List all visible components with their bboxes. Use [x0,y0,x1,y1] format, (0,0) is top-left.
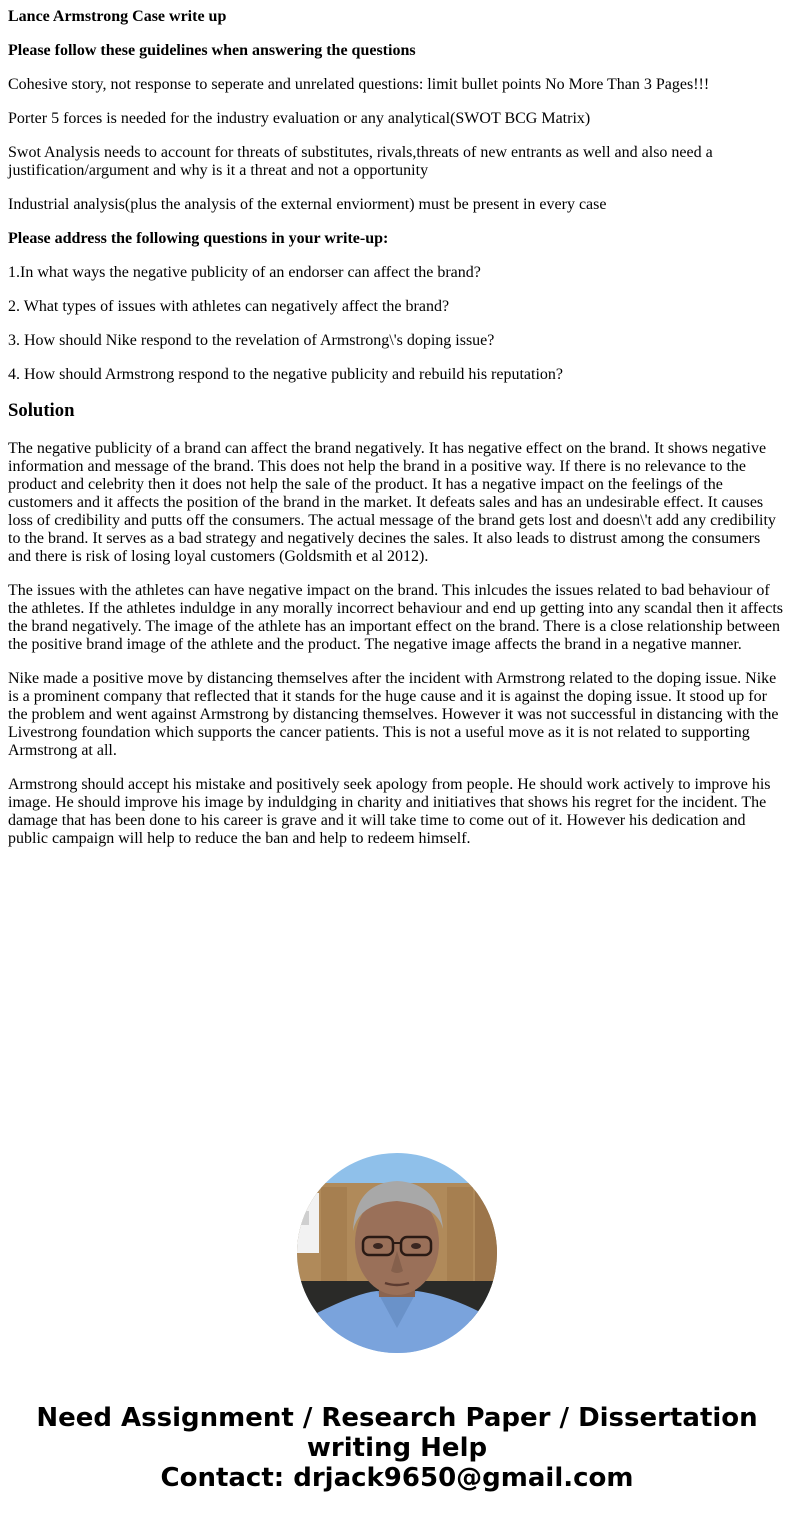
person-portrait-icon [297,1153,497,1353]
question-item: 4. How should Armstrong respond to the negative publicity and rebuild his reputation? [8,366,564,383]
guideline-item: Cohesive story, not response to seperate and unrelated questions: limit bullet points No More Than 3 Pages!!! [8,76,710,93]
banner-line-2: writing Help [306,1433,488,1463]
guidelines-heading: Please follow these guidelines when answering the questions [8,42,416,59]
solution-paragraph: The issues with the athletes can have negative impact on the brand. This inlcudes the issues related to bad behaviour of the athletes. If the athletes induldge in any morally incorrect behaviour and end up getting into any scandal then it affects the brand negatively. The image of the athlete has an important effect on the brand. There is a close relationship between the positive brand image of the athlete and the product. The negative image affects the brand in a negative manner. [8,582,784,653]
solution-paragraph: Armstrong should accept his mistake and positively seek apology from people. He should work actively to improve his image. He should improve his image by induldging in charity and initiatives that shows his regret for the incident. The damage that has been done to his career is grave and it will take time to come out of it. However his dedication and public campaign will help to reduce the ban and help to redeem himself. [8,776,771,847]
question-item: 3. How should Nike respond to the revelation of Armstrong\'s doping issue? [8,332,495,349]
guideline-item: Industrial analysis(plus the analysis of the external enviorment) must be present in every case [8,196,607,213]
solution-paragraph: The negative publicity of a brand can affect the brand negatively. It has negative effect on the brand. It shows negative information and message of the brand. This does not help the brand in a positive way. If there is no relevance to the product and celebrity then it does not help the sale of the product. It has a negative impact on the feelings of the customers and it affects the position of the brand in the market. It defeats sales and has an undesirable effect. It causes loss of credibility and putts off the consumers. The actual message of the brand gets lost and doesn\'t add any credibility to the brand. It serves as a bad strategy and negatively decines the sales. It also leads to distrust among the consumers and there is risk of losing loyal customers (Goldsmith et al 2012). [8,440,776,565]
guideline-item: Swot Analysis needs to account for threats of substitutes, rivals,threats of new entrants as well and also need a justification/argument and why is it a threat and not a opportunity [8,144,713,179]
guideline-item: Porter 5 forces is needed for the industry evaluation or any analytical(SWOT BCG Matrix) [8,110,591,127]
question-item: 1.In what ways the negative publicity of an endorser can affect the brand? [8,264,481,281]
banner-line-1: Need Assignment / Research Paper / Dissertation [36,1403,758,1433]
banner-contact-email: Contact: drjack9650@gmail.com [160,1463,634,1493]
document-title: Lance Armstrong Case write up [8,8,227,25]
contact-banner [0,1403,794,1493]
question-item: 2. What types of issues with athletes can negatively affect the brand? [8,298,450,315]
questions-heading: Please address the following questions in your write-up: [8,230,389,247]
solution-heading: Solution [8,400,75,421]
avatar [297,1153,497,1353]
solution-paragraph: Nike made a positive move by distancing themselves after the incident with Armstrong related to the doping issue. Nike is a prominent company that reflected that it stands for the huge cause and it is against the doping issue. It stood up for the problem and went against Armstrong by distancing themselves. However it was not successful in distancing with the Livestrong foundation which supports the cancer patients. This is not a useful move as it is not related to supporting Armstrong at all. [8,670,779,759]
